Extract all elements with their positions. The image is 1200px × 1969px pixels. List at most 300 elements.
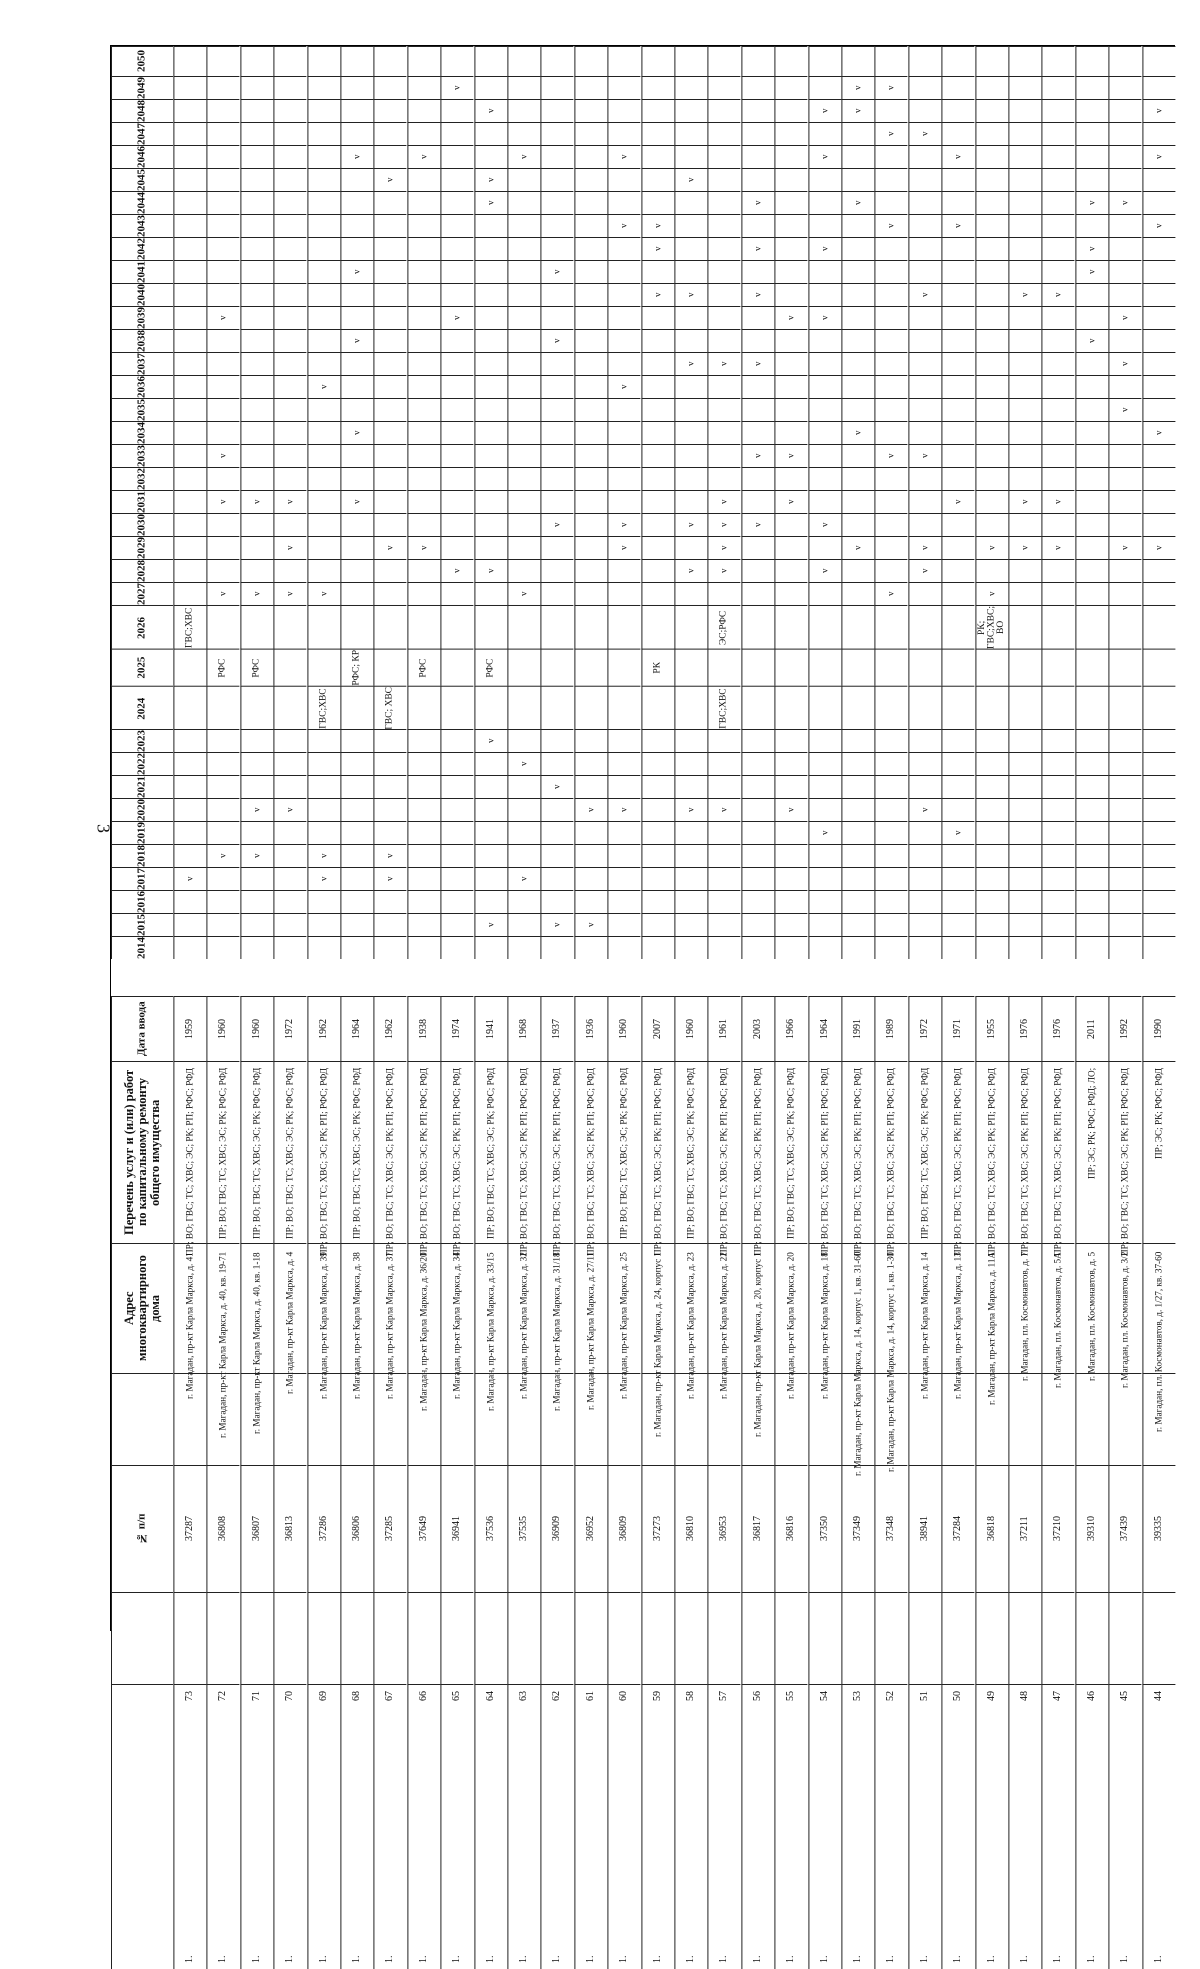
year-cell (574, 775, 607, 798)
spacer-cell (1075, 1373, 1108, 1465)
address-cell: г. Магадан, пр-кт Карла Маркса, д. 14 (908, 1243, 941, 1373)
year-cell (206, 145, 239, 168)
year-cell: v (1142, 536, 1175, 559)
works-cell: ПР; ВО; ГВС; ТС; ХВС; ЭС; РК; РП; РФС; РФД (707, 1061, 740, 1243)
date-cell: 2011 (1075, 996, 1108, 1061)
year-cell (808, 467, 841, 490)
year-cell (507, 352, 540, 375)
year-header: 2026 (111, 605, 173, 649)
year-cell (641, 46, 674, 76)
year-cell (1142, 913, 1175, 936)
year-cell (941, 686, 974, 730)
year-cell (507, 890, 540, 913)
year-cell (440, 582, 473, 605)
year-cell (1041, 890, 1074, 913)
row-number: 58 (684, 1691, 696, 1702)
year-cell (507, 798, 540, 821)
year-cell (874, 867, 907, 890)
year-cell: v (1008, 283, 1041, 306)
spacer-cell (206, 1373, 239, 1465)
year-cell (1075, 775, 1108, 798)
year-cell: v (607, 145, 640, 168)
year-cell (1142, 890, 1175, 913)
year-cell (540, 536, 573, 559)
year-cell (874, 775, 907, 798)
year-cell (774, 649, 807, 686)
year-cell (641, 260, 674, 283)
year-cell (1008, 99, 1041, 122)
house-id-cell: 37439 (1108, 1465, 1141, 1592)
year-cell: v (808, 99, 841, 122)
year-cell (173, 582, 206, 605)
year-cell (1041, 752, 1074, 775)
year-cell (841, 513, 874, 536)
row-number: 49 (985, 1691, 997, 1702)
year-cell (373, 306, 406, 329)
date-cell: 1974 (440, 996, 473, 1061)
year-cell (373, 513, 406, 536)
year-cell (1041, 513, 1074, 536)
year-cell (607, 444, 640, 467)
year-cell (774, 191, 807, 214)
year-cell (574, 936, 607, 959)
year-cell (1108, 46, 1141, 76)
year-cell: v (474, 99, 507, 122)
year-cell (240, 890, 273, 913)
year-cell: v (674, 559, 707, 582)
year-cell (874, 191, 907, 214)
year-cell (841, 752, 874, 775)
spacer-cell (874, 1592, 907, 1684)
year-cell: v (240, 582, 273, 605)
year-cell (941, 375, 974, 398)
year-cell (540, 821, 573, 844)
spacer-cell (173, 1373, 206, 1465)
address-cell: г. Магадан, пр-кт Карла Маркса, д. 22 (707, 1243, 740, 1373)
row-prefix: 1. (350, 1955, 362, 1964)
year-cell (507, 775, 540, 798)
year-cell (707, 890, 740, 913)
year-cell (874, 752, 907, 775)
year-cell: v (574, 798, 607, 821)
spacer-cell (641, 1373, 674, 1465)
year-cell (1041, 798, 1074, 821)
year-cell (1108, 867, 1141, 890)
year-cell: v (908, 283, 941, 306)
year-cell (574, 168, 607, 191)
year-cell (874, 260, 907, 283)
year-cell: v (607, 513, 640, 536)
year-cell (674, 329, 707, 352)
year-cell (574, 99, 607, 122)
year-cell (1108, 936, 1141, 959)
year-cell (474, 890, 507, 913)
year-cell (975, 76, 1008, 99)
year-cell (574, 467, 607, 490)
year-cell (941, 283, 974, 306)
spacer-cell (474, 1592, 507, 1684)
spacer-cell (975, 1592, 1008, 1684)
year-cell (440, 352, 473, 375)
spacer-cell (574, 1592, 607, 1684)
year-cell (1142, 122, 1175, 145)
year-cell (340, 582, 373, 605)
spacer-cell (707, 1373, 740, 1465)
year-cell (1108, 375, 1141, 398)
year-header: 2043 (111, 214, 173, 237)
works-cell: ПР; ВО; ГВС; ТС; ХВС; ЭС; РК; РФС; РФД (674, 1061, 707, 1243)
year-cell (440, 467, 473, 490)
year-cell: v (1142, 99, 1175, 122)
year-cell (173, 536, 206, 559)
year-cell (641, 821, 674, 844)
year-cell (1108, 283, 1141, 306)
address-cell: г. Магадан, пр-кт Карла Маркса, д. 27/11 (574, 1243, 607, 1373)
year-cell: v (707, 536, 740, 559)
year-cell (941, 844, 974, 867)
year-cell (206, 46, 239, 76)
year-cell (1041, 467, 1074, 490)
year-cell (440, 798, 473, 821)
year-header: 2015 (111, 913, 173, 936)
year-header: 2036 (111, 375, 173, 398)
year-cell (574, 352, 607, 375)
year-cell (407, 214, 440, 237)
year-cell: v (373, 168, 406, 191)
year-cell (774, 729, 807, 752)
year-cell (808, 890, 841, 913)
year-cell (407, 729, 440, 752)
year-cell (540, 867, 573, 890)
year-cell: v (273, 582, 306, 605)
year-cell: v (607, 214, 640, 237)
spacer-cell (307, 1373, 340, 1465)
year-cell (373, 775, 406, 798)
year-cell (808, 352, 841, 375)
spacer-cell (975, 1373, 1008, 1465)
header-blank-3 (111, 1684, 173, 1969)
year-cell (607, 559, 640, 582)
year-cell (1075, 513, 1108, 536)
year-cell (474, 582, 507, 605)
year-cell (741, 168, 774, 191)
row-number: 48 (1018, 1691, 1030, 1702)
works-cell: ПР; ВО; ГВС; ТС; ХВС; ЭС; РК; РП; РФС; РФД (1041, 1061, 1074, 1243)
year-cell (1075, 168, 1108, 191)
year-cell (1142, 798, 1175, 821)
year-cell (741, 936, 774, 959)
year-cell (841, 490, 874, 513)
year-cell (841, 398, 874, 421)
year-cell (340, 605, 373, 649)
year-cell (307, 76, 340, 99)
row-number-cell (507, 1684, 540, 1969)
year-cell (741, 821, 774, 844)
year-cell (641, 191, 674, 214)
year-cell (206, 752, 239, 775)
year-cell (440, 649, 473, 686)
year-cell: v (1108, 306, 1141, 329)
spacer-cell (1041, 1373, 1074, 1465)
year-cell (674, 490, 707, 513)
date-cell: 1972 (273, 996, 306, 1061)
year-cell (373, 649, 406, 686)
year-cell (474, 536, 507, 559)
year-cell: v (407, 145, 440, 168)
year-cell (941, 329, 974, 352)
year-cell (440, 513, 473, 536)
year-cell: v (941, 214, 974, 237)
row-number: 70 (284, 1691, 296, 1702)
year-cell (574, 145, 607, 168)
date-cell: 1937 (540, 996, 573, 1061)
year-cell (206, 775, 239, 798)
year-cell (574, 649, 607, 686)
year-cell (407, 890, 440, 913)
row-prefix: 1. (584, 1955, 596, 1964)
year-cell (273, 99, 306, 122)
year-cell (1142, 490, 1175, 513)
year-cell (407, 752, 440, 775)
year-cell (340, 168, 373, 191)
row-number-cell (307, 1684, 340, 1969)
year-cell (407, 283, 440, 306)
year-cell: v (340, 421, 373, 444)
year-cell (273, 329, 306, 352)
year-cell (1142, 444, 1175, 467)
year-cell (674, 686, 707, 730)
year-cell (1008, 686, 1041, 730)
year-cell: v (641, 283, 674, 306)
year-cell (1008, 775, 1041, 798)
year-cell (1041, 329, 1074, 352)
year-cell (707, 649, 740, 686)
row-prefix: 1. (1085, 1955, 1097, 1964)
year-cell (340, 191, 373, 214)
year-cell (474, 798, 507, 821)
year-cell (407, 306, 440, 329)
year-cell (1041, 99, 1074, 122)
year-cell (540, 467, 573, 490)
year-cell: v (841, 191, 874, 214)
year-cell (240, 260, 273, 283)
year-cell (373, 191, 406, 214)
year-cell (307, 329, 340, 352)
year-cell (908, 775, 941, 798)
works-cell: ПР; ВО; ГВС; ТС; ХВС; ЭС; РК; РФС; РФД (340, 1061, 373, 1243)
year-cell (941, 867, 974, 890)
row-number-cell (607, 1684, 640, 1969)
year-cell (407, 375, 440, 398)
year-cell (674, 76, 707, 99)
year-cell (707, 844, 740, 867)
year-cell (641, 490, 674, 513)
year-cell (407, 582, 440, 605)
year-cell (206, 536, 239, 559)
year-cell (641, 352, 674, 375)
year-cell (407, 467, 440, 490)
row-number: 71 (250, 1691, 262, 1702)
year-cell: v (307, 867, 340, 890)
year-cell (674, 605, 707, 649)
house-id-cell: 36941 (440, 1465, 473, 1592)
year-cell (307, 936, 340, 959)
year-cell: v (908, 798, 941, 821)
year-cell: v (707, 559, 740, 582)
year-cell: v (507, 145, 540, 168)
year-cell (741, 421, 774, 444)
spacer-cell (340, 1373, 373, 1465)
year-cell (607, 191, 640, 214)
year-cell: v (474, 168, 507, 191)
year-cell: v (941, 145, 974, 168)
year-cell: v (808, 559, 841, 582)
year-cell (908, 46, 941, 76)
year-cell (1041, 237, 1074, 260)
year-cell (373, 890, 406, 913)
works-cell: ПР; ВО; ГВС; ТС; ХВС; ЭС; РК; РП; РФС; РФД (440, 1061, 473, 1243)
year-cell (841, 844, 874, 867)
year-cell (774, 260, 807, 283)
year-cell (1041, 649, 1074, 686)
year-cell (841, 444, 874, 467)
year-cell (841, 122, 874, 145)
spacer-cell (373, 1592, 406, 1684)
year-cell (407, 559, 440, 582)
year-header: 2037 (111, 352, 173, 375)
works-cell: ПР; ВО; ГВС; ТС; ХВС; ЭС; РК; РФС; РФД (474, 1061, 507, 1243)
year-cell (1142, 352, 1175, 375)
year-cell (373, 821, 406, 844)
row-number: 63 (517, 1691, 529, 1702)
year-header: 2028 (111, 559, 173, 582)
year-cell (273, 352, 306, 375)
year-cell (1075, 821, 1108, 844)
year-cell (1108, 775, 1141, 798)
year-cell (407, 421, 440, 444)
year-cell (474, 398, 507, 421)
year-cell (507, 283, 540, 306)
year-cell (1075, 729, 1108, 752)
year-cell (507, 214, 540, 237)
year-cell (1142, 306, 1175, 329)
year-cell: v (1075, 329, 1108, 352)
year-cell (440, 444, 473, 467)
address-cell: г. Магадан, пр-кт Карла Маркса, д. 33/15 (474, 1243, 507, 1373)
year-cell (741, 398, 774, 421)
year-cell (874, 913, 907, 936)
year-cell (707, 260, 740, 283)
year-cell (307, 798, 340, 821)
year-cell (707, 76, 740, 99)
spacer-cell (1075, 1592, 1108, 1684)
year-cell (941, 913, 974, 936)
row-number-cell (1075, 1684, 1108, 1969)
year-cell (307, 821, 340, 844)
row-number-cell (774, 1684, 807, 1969)
year-cell (674, 536, 707, 559)
year-cell (741, 913, 774, 936)
year-cell (474, 821, 507, 844)
year-cell (774, 936, 807, 959)
year-cell: v (440, 76, 473, 99)
house-id-cell: 37210 (1041, 1465, 1074, 1592)
year-cell (373, 398, 406, 421)
year-cell (540, 352, 573, 375)
year-cell (440, 260, 473, 283)
year-cell (307, 46, 340, 76)
year-cell (206, 76, 239, 99)
year-cell (674, 582, 707, 605)
year-cell (540, 686, 573, 730)
year-cell (975, 467, 1008, 490)
year-cell: v (674, 352, 707, 375)
year-cell (373, 444, 406, 467)
year-header: 2050 (111, 46, 173, 76)
row-number-cell (975, 1684, 1008, 1969)
year-cell: РК; ГВС;ХВС; ВО (975, 605, 1008, 649)
year-cell (1075, 283, 1108, 306)
spacer-cell (407, 1592, 440, 1684)
year-cell: ГВС;ХВС (173, 605, 206, 649)
year-cell (373, 421, 406, 444)
row-number: 52 (885, 1691, 897, 1702)
house-id-cell: 36952 (574, 1465, 607, 1592)
year-cell (1075, 444, 1108, 467)
year-cell (206, 191, 239, 214)
year-header: 2031 (111, 490, 173, 513)
house-id-cell: 37273 (641, 1465, 674, 1592)
year-header: 2047 (111, 122, 173, 145)
year-cell (273, 214, 306, 237)
year-cell (808, 490, 841, 513)
year-cell (1075, 122, 1108, 145)
row-number-cell (674, 1684, 707, 1969)
year-cell (908, 821, 941, 844)
year-cell: v (741, 444, 774, 467)
year-cell: v (273, 536, 306, 559)
year-cell (774, 214, 807, 237)
year-cell (173, 260, 206, 283)
year-cell (407, 260, 440, 283)
works-cell: ПР; ВО; ГВС; ТС; ХВС; ЭС; РК; РП; РФС; РФД (1008, 1061, 1041, 1243)
year-cell (173, 237, 206, 260)
year-cell (707, 237, 740, 260)
year-cell (1142, 729, 1175, 752)
year-cell: v (474, 559, 507, 582)
row-prefix: 1. (952, 1955, 964, 1964)
year-cell (607, 76, 640, 99)
year-cell (440, 775, 473, 798)
row-number-cell (841, 1684, 874, 1969)
year-cell (874, 375, 907, 398)
year-cell (440, 490, 473, 513)
address-cell: г. Магадан, пр-кт Карла Маркса, д. 13 (941, 1243, 974, 1373)
spacer-cell (808, 1592, 841, 1684)
year-cell (307, 752, 340, 775)
address-cell: г. Магадан, пр-кт Карла Маркса, д. 14, корпус 1, кв. 1-30 (874, 1243, 907, 1373)
spacer-cell (607, 1373, 640, 1465)
year-header: 2049 (111, 76, 173, 99)
year-cell (540, 283, 573, 306)
year-cell (507, 237, 540, 260)
year-cell (1142, 467, 1175, 490)
address-cell: г. Магадан, пл. Космонавтов, д. 7 (1008, 1243, 1041, 1373)
year-cell (273, 649, 306, 686)
year-cell (607, 821, 640, 844)
year-cell (574, 582, 607, 605)
year-cell: v (540, 329, 573, 352)
